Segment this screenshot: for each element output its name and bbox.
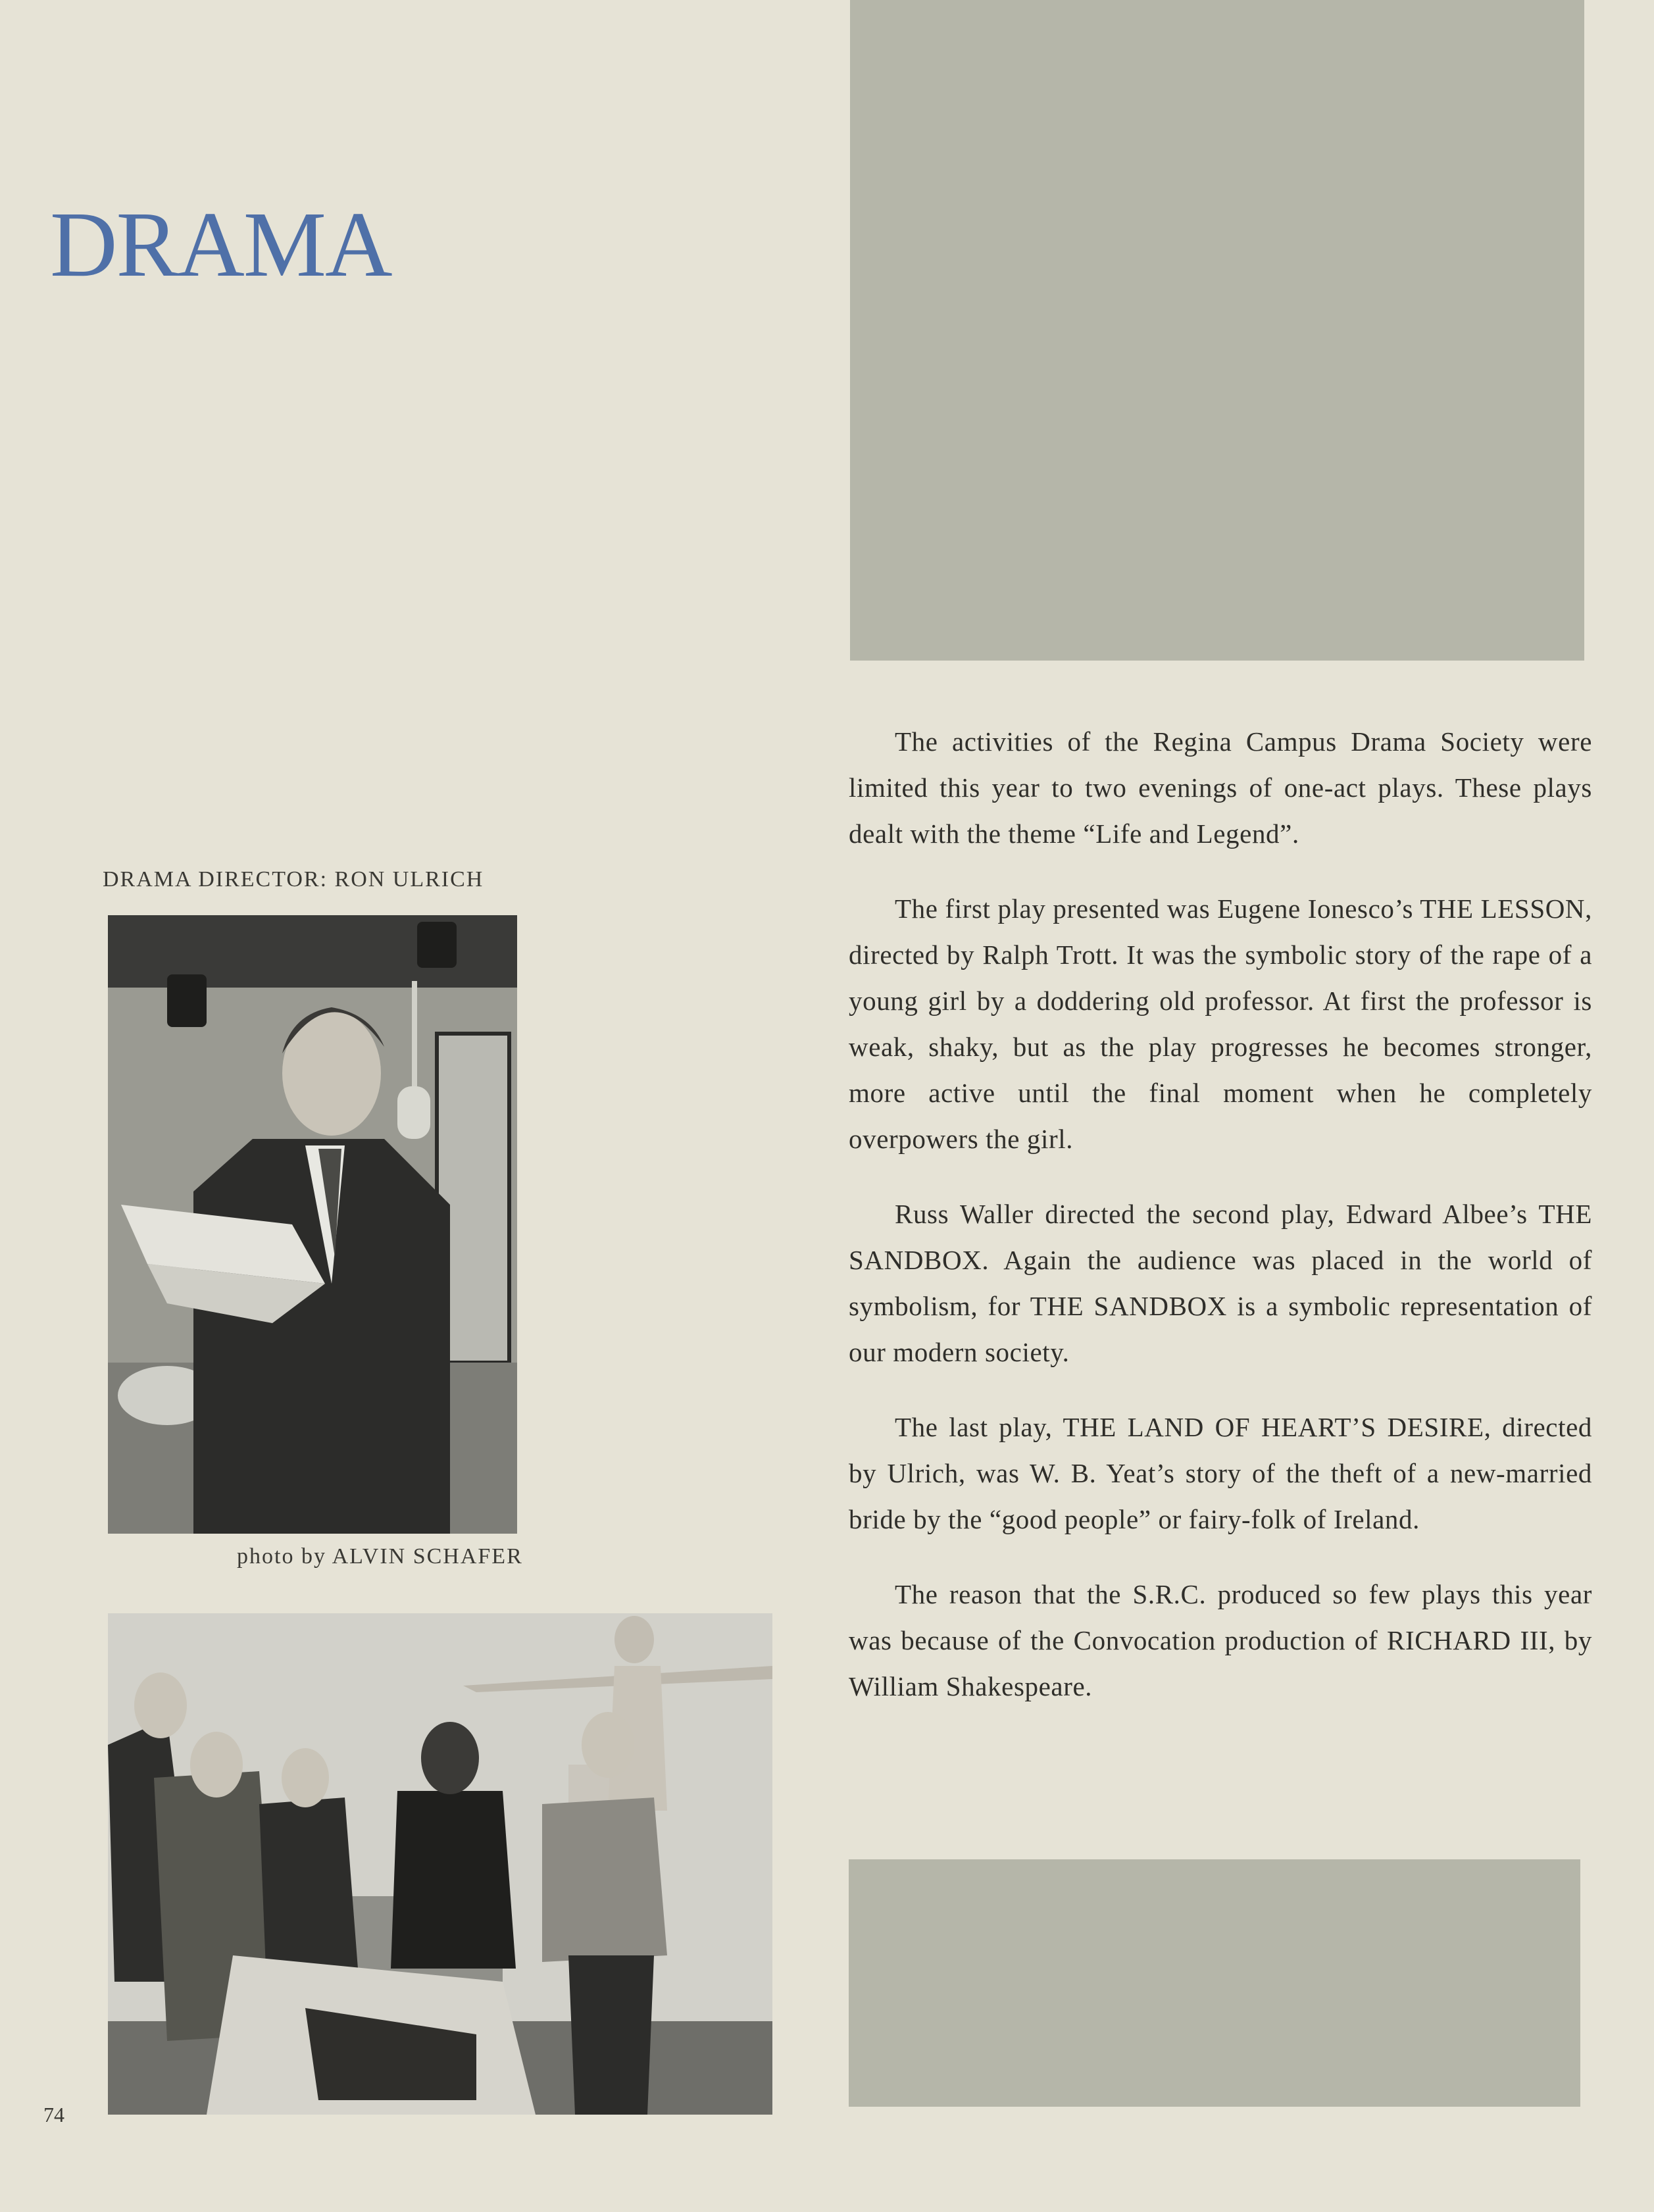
article-paragraph: The activities of the Regina Campus Drama Society were limited this year to two evenings of one-act plays. These plays dealt with the theme “Life and Legend”.: [849, 726, 1592, 849]
article-paragraph: The first play presented was Eugene Ionesco’s THE LESSON, directed by Ralph Trott. It was the symbolic story of the rape of a young girl by a doddering old professor. At first the professor is weak, shaky, but as the play progresses he becomes stronger, more active until the final moment when he completely overpowers the girl.: [849, 893, 1592, 1154]
gray-color-block-top: [850, 0, 1584, 661]
page-title: DRAMA: [50, 192, 391, 296]
photo-credit: photo by ALVIN SCHAFER: [237, 1544, 523, 1569]
article-paragraph: Russ Waller directed the second play, Edward Albee’s THE SANDBOX. Again the audience was placed in the world of symbolism, for THE SANDBOX is a symbolic representation of our modern society.: [849, 1199, 1592, 1367]
article-body: [849, 718, 1592, 1738]
article-paragraph: The last play, THE LAND OF HEART’S DESIRE, directed by Ulrich, was W. B. Yeat’s story of the theft of a new-married bride by the “good people” or fairy-folk of Ireland.: [849, 1412, 1592, 1534]
gray-color-block-bottom: [849, 1859, 1580, 2107]
page-number: 74: [43, 2103, 64, 2126]
director-caption: DRAMA DIRECTOR: RON ULRICH: [103, 867, 484, 892]
cast-photo: [108, 1613, 772, 2115]
article-paragraph: The reason that the S.R.C. produced so few plays this year was because of the Convocation production of RICHARD III, by William Shakespeare.: [849, 1579, 1592, 1701]
director-photo: [108, 915, 517, 1534]
